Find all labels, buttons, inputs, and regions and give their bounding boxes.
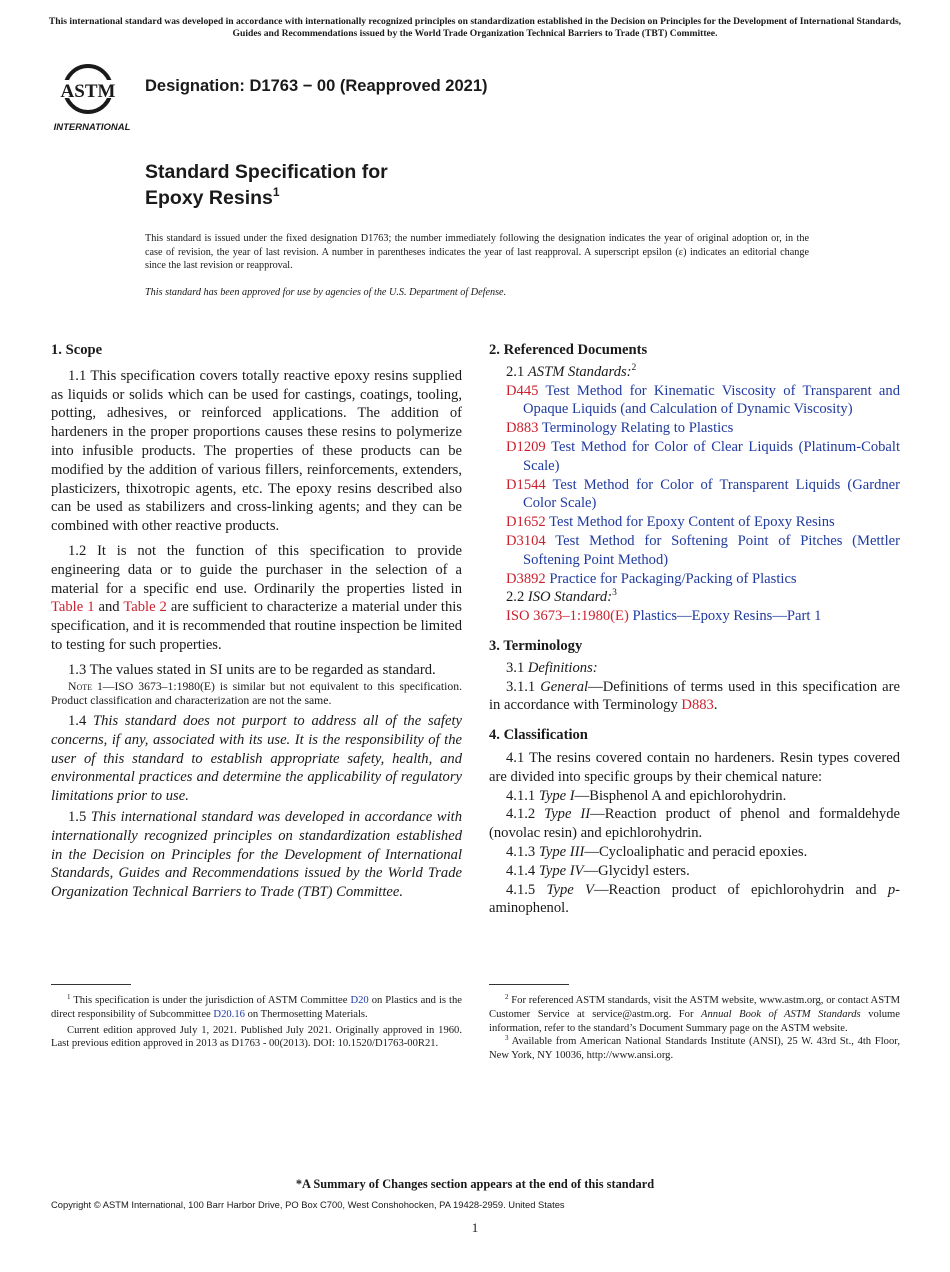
note-text: 1—ISO 3673–1:1980(E) is similar but not equivalent to this specification. Product classification and characterization are not the same.: [51, 679, 462, 707]
paragraph-1-4-text: This standard does not purport to address all of the safety concerns, if any, associated with its use. It is the responsibility of the user of this standard to establish appropriate safety, health, and environmental practices and determine the applicability of regulatory limitations prior to use.: [51, 712, 462, 805]
dod-approval: This standard has been approved for use by agencies of the U.S. Department of Defense.: [145, 287, 507, 298]
footnote-1-text-c: on Thermosetting Materials.: [244, 1008, 368, 1020]
footnotes-left: [51, 994, 462, 1051]
iso-standard-label: ISO Standard:: [527, 589, 613, 606]
paragraph-1-2-text-a: 1.2 It is not the function of this specification to provide engineering data or to guide the purchaser in the selection of a material for a specific end use. Ordinarily the properties listed in: [51, 542, 462, 597]
reference-iso-code[interactable]: ISO 3673–1:1980(E): [506, 608, 629, 625]
reference-d1652-title[interactable]: Test Method for Epoxy Content of Epoxy Resins: [549, 514, 835, 531]
paragraph-3-1-num: 3.1: [506, 659, 528, 676]
left-column: [51, 341, 462, 902]
astm-logo-icon: [52, 58, 134, 132]
logo-text: ASTM: [60, 81, 116, 102]
paragraph-2-2: [489, 588, 900, 607]
type-4-label: Type IV: [538, 862, 584, 879]
paragraph-1-2: [51, 542, 462, 655]
title-line-1: Standard Specification for: [145, 161, 388, 183]
title-line-2: [145, 185, 388, 211]
page-number: 1: [471, 1220, 479, 1235]
definitions-label: Definitions:: [527, 659, 598, 676]
paragraph-4-1: 4.1 The resins covered contain no hardeners. Resin types covered are divided into specific groups by their chemical nature:: [489, 749, 900, 785]
astm-standards-footnote-mark: 2: [631, 362, 637, 373]
paragraph-1-2-text-b: are sufficient to characterize a material under this specification, and it is recommended that routine inspection be limited to testing for such properties.: [51, 599, 462, 653]
type-5-text: —Reaction product of epichlorohydrin and: [593, 881, 888, 898]
reference-d883-title[interactable]: Terminology Relating to Plastics: [541, 420, 734, 437]
reference-d1544[interactable]: [489, 476, 900, 514]
paragraph-3-1-1: [489, 678, 900, 716]
footnote-3: [489, 1035, 900, 1063]
reference-d3104-code[interactable]: D3104: [506, 532, 546, 549]
paragraph-3-1: [489, 659, 900, 678]
section-heading-referenced-documents: 2. Referenced Documents: [489, 342, 648, 358]
paragraph-4-1-2: [489, 805, 900, 843]
type-2-label: Type II: [544, 806, 591, 823]
paragraph-1-3: 1.3 The values stated in SI units are to be regarded as standard.: [68, 661, 436, 678]
reference-d1209-title[interactable]: Test Method for Color of Clear Liquids (Platinum-Cobalt Scale): [523, 438, 900, 474]
section-heading-terminology: 3. Terminology: [489, 637, 583, 654]
footnote-1-text-a: This specification is under the jurisdiction of ASTM Committee: [70, 995, 351, 1006]
reference-iso-3673[interactable]: [489, 607, 900, 626]
reference-iso-title[interactable]: Plastics—Epoxy Resins—Part 1: [632, 608, 822, 625]
type-4-text: —Glycidyl esters.: [583, 862, 690, 879]
type-1-label: Type I: [538, 787, 575, 804]
title-text: Epoxy Resins: [145, 187, 273, 209]
footnotes-right: [489, 994, 900, 1063]
note-label: Note: [68, 679, 92, 693]
footnote-2-mark: 2: [505, 993, 509, 1001]
footnote-2-annual-book: Annual Book of ASTM Standards: [701, 1008, 861, 1020]
footnote-2: [489, 994, 900, 1035]
table-1-link[interactable]: Table 1: [51, 599, 95, 616]
type-1-num: 4.1.1: [506, 787, 539, 804]
type-5-label: Type V: [546, 881, 594, 898]
footnote-rule-right: [489, 984, 569, 985]
footnote-3-mark: 3: [505, 1034, 509, 1043]
reference-d3892-code[interactable]: D3892: [506, 570, 546, 587]
paragraph-2-1-num: 2.1: [506, 363, 528, 380]
paragraph-4-1-5: [489, 881, 900, 919]
table-2-link[interactable]: Table 2: [123, 599, 167, 616]
iso-standard-footnote-mark: 3: [612, 588, 617, 599]
paragraph-1-2-and: and: [94, 599, 124, 616]
note-1: [51, 680, 462, 708]
paragraph-1-5: [51, 808, 462, 902]
reference-d1544-title[interactable]: Test Method for Color of Transparent Liquids (Gardner Color Scale): [523, 476, 900, 512]
reference-d3104-title[interactable]: Test Method for Softening Point of Pitches (Mettler Softening Point Method): [523, 532, 900, 568]
reference-d445-title[interactable]: Test Method for Kinematic Viscosity of Transparent and Opaque Liquids (and Calculation of Dynamic Viscosity): [523, 382, 901, 418]
footnote-2-text-b: volume information, refer to the standard’s Document Summary page on the ASTM website.: [489, 1008, 900, 1034]
trade-notice: This international standard was developed in accordance with internationally recognized principles on standardization established in the Decision on Principles for the Development of International Standards, Guides and Recommendations issued by the World Trade Organization Technical Barriers to Trade (TBT) Committee.: [48, 16, 902, 39]
issuance-statement: This standard is issued under the fixed designation D1763; the number immediately following the designation indicates the year of original adoption or, in the case of revision, the year of last revision. A number in parentheses indicates the year of last reapproval. A superscript epsilon (ε) indicates an editorial change since the last revision or reapproval.: [145, 233, 809, 271]
reference-d445[interactable]: [489, 382, 900, 420]
section-heading-classification: 4. Classification: [489, 727, 588, 744]
subcommittee-d2016-link[interactable]: D20.16: [213, 1008, 245, 1020]
reference-d3892[interactable]: [489, 570, 900, 589]
copyright: Copyright © ASTM International, 100 Barr Harbor Drive, PO Box C700, West Conshohocken, PA 19428-2959. United States: [51, 1199, 565, 1210]
document-title: [145, 159, 388, 211]
footnote-1: [51, 994, 462, 1022]
type-3-num: 4.1.3: [506, 843, 539, 860]
reference-d1652[interactable]: [489, 513, 900, 532]
type-5-num: 4.1.5: [506, 881, 547, 898]
type-3-text: —Cycloaliphatic and peracid epoxies.: [584, 843, 808, 860]
section-heading-scope: 1. Scope: [51, 342, 103, 358]
type-5-p-prefix: p: [887, 881, 896, 898]
paragraph-3-1-1-num: 3.1.1: [506, 678, 541, 695]
paragraph-2-2-num: 2.2: [506, 589, 528, 606]
logo-subtext: INTERNATIONAL: [53, 122, 131, 132]
reference-d1652-code[interactable]: D1652: [506, 514, 546, 531]
reference-d1209-code[interactable]: D1209: [506, 438, 546, 455]
paragraph-1-4: [51, 712, 462, 806]
title-footnote-mark: 1: [272, 185, 280, 199]
paragraph-3-1-1-text: —Definitions of terms used in this specification are in accordance with Terminology: [489, 678, 900, 714]
right-column: [489, 341, 900, 918]
type-3-label: Type III: [538, 843, 585, 860]
reference-d883[interactable]: [489, 419, 900, 438]
paragraph-1-4-num: 1.4: [68, 712, 94, 729]
type-2-text: —Reaction product of phenol and formaldehyde (novolac resin) and epichlorohydrin.: [489, 806, 900, 842]
paragraph-2-1: [489, 363, 900, 382]
paragraph-4-1-1: [489, 787, 900, 806]
astm-standards-label: ASTM Standards:: [527, 363, 632, 380]
reference-d3104[interactable]: [489, 532, 900, 570]
designation: Designation: D1763 − 00 (Reapproved 2021): [145, 77, 488, 95]
summary-of-changes-note: *A Summary of Changes section appears at the end of this standard: [295, 1177, 655, 1191]
terminology-d883-link[interactable]: D883: [681, 697, 714, 714]
type-2-num: 4.1.2: [506, 806, 545, 823]
footnote-2-text-a: For referenced ASTM standards, visit the ASTM website, www.astm.org, or contact ASTM Customer Service at service@astm.org. For: [489, 995, 900, 1020]
paragraph-1-5-text: This international standard was developed in accordance with internationally recognized principles on standardization established in the Decision on Principles for the Development of International Standards, Guides and Recommendations issued by the World Trade Organization Technical Barriers to Trade (TBT) Committee.: [51, 808, 463, 901]
reference-d1209[interactable]: [489, 438, 900, 476]
committee-d20-link[interactable]: D20: [350, 995, 369, 1006]
reference-d1544-code[interactable]: D1544: [506, 476, 546, 493]
paragraph-3-1-1-end: .: [713, 697, 718, 714]
footnote-1-current-edition: Current edition approved July 1, 2021. Published July 2021. Originally approved in 1960. Last previous edition approved in 2013 as D1763 - 00(2013). DOI: 10.1520/D1763-00R21.: [51, 1024, 462, 1050]
general-label: General: [540, 678, 589, 695]
paragraph-4-1-3: [489, 843, 900, 862]
paragraph-1-1: 1.1 This specification covers totally reactive epoxy resins supplied as liquids or solids which can be used for castings, coatings, tooling, potting, adhesives, or reinforced applications. The addition of hardeners in the proper proportions causes these resins to polymerize into infusible products. The properties of these products can be modified by the addition of various fillers, reinforcements, extenders, plasticizers, thixotropic agents, etc. The epoxy resins described also can be used as stabilizers and cross-linking agents; and they can be combined with other reactive products.: [51, 367, 462, 535]
type-4-num: 4.1.4: [506, 862, 539, 879]
type-1-text: —Bisphenol A and epichlorohydrin.: [574, 787, 787, 804]
paragraph-1-5-num: 1.5: [68, 808, 91, 825]
paragraph-4-1-4: [489, 862, 900, 881]
reference-d3892-title[interactable]: Practice for Packaging/Packing of Plastics: [549, 570, 797, 587]
footnote-1-text-b: on Plastics and is the direct responsibility of Subcommittee: [51, 995, 462, 1020]
footnote-1-mark: 1: [67, 993, 71, 1001]
type-5-end: -aminophenol.: [489, 881, 900, 917]
reference-d445-code[interactable]: D445: [506, 382, 539, 399]
reference-d883-code[interactable]: D883: [506, 420, 539, 437]
footnote-3-text: Available from American National Standards Institute (ANSI), 25 W. 43rd St., 4th Floor, New York, NY 10036, http://www.ansi.org.: [489, 1036, 900, 1062]
astm-logo: [52, 58, 134, 132]
footnote-rule-left: [51, 984, 131, 985]
